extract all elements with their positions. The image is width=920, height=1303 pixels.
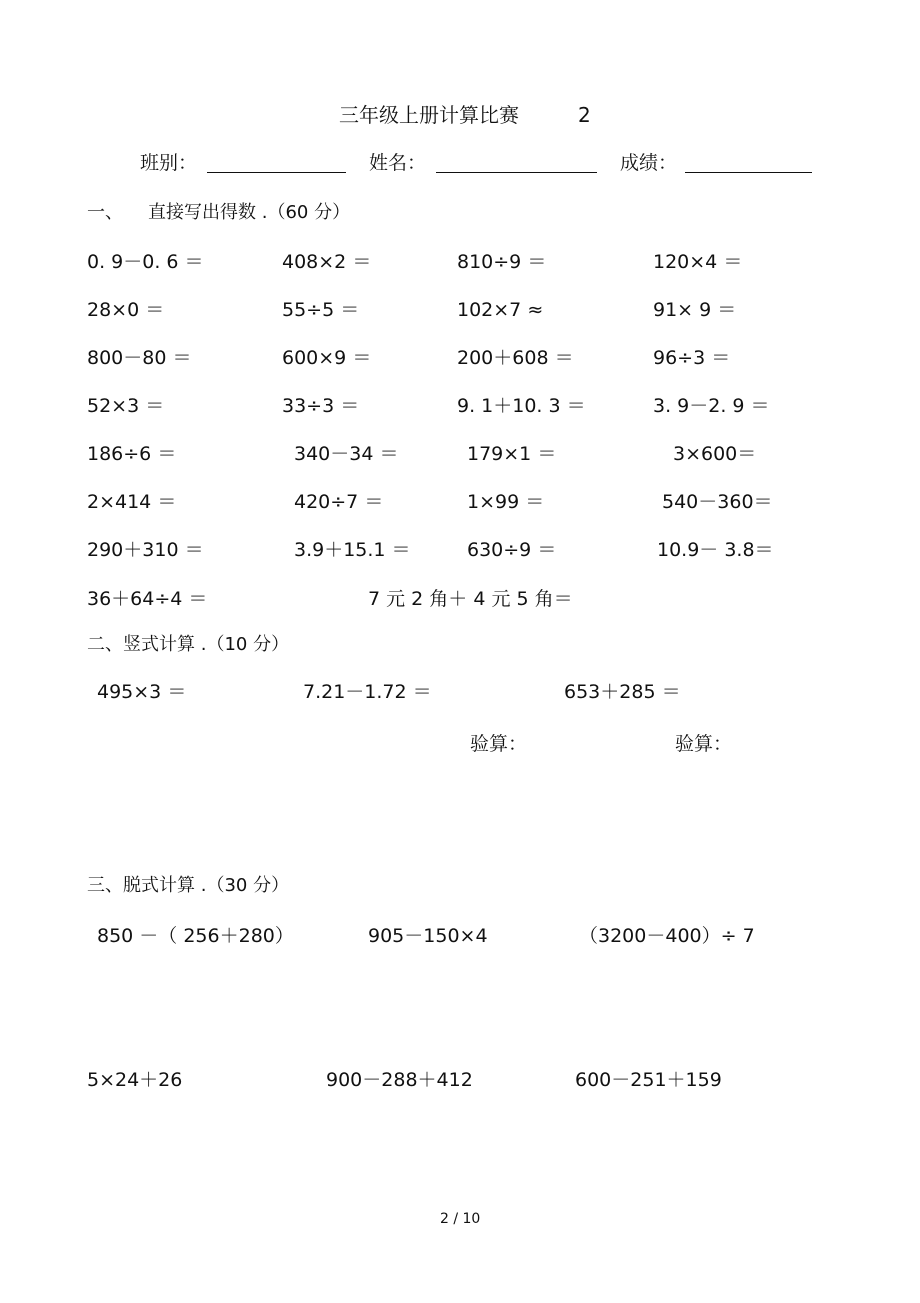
check-label: 验算： xyxy=(675,733,733,755)
problem: 420÷7 ＝ xyxy=(294,491,384,513)
problem: 55÷5 ＝ xyxy=(282,299,360,321)
section1-number: 一、 xyxy=(87,202,123,223)
problem: 91× 9 ＝ xyxy=(653,299,737,321)
name-label: 姓名： xyxy=(369,152,427,174)
problem: 10.9－ 3.8＝ xyxy=(657,539,774,561)
vertical-problem: 7.21－1.72 ＝ xyxy=(303,681,432,703)
vertical-problem: 653＋285 ＝ xyxy=(564,681,681,703)
problem: 186÷6 ＝ xyxy=(87,443,177,465)
stepwise-problem: 900－288＋412 xyxy=(326,1069,473,1091)
problem: 810÷9 ＝ xyxy=(457,251,547,273)
score-label: 成绩： xyxy=(620,152,678,174)
problem: 9. 1＋10. 3 ＝ xyxy=(457,395,586,417)
vertical-problem: 495×3 ＝ xyxy=(97,681,187,703)
problem: 2×414 ＝ xyxy=(87,491,177,513)
class-label: 班别： xyxy=(140,152,198,174)
section2-heading: 二、竖式计算 .（10 分） xyxy=(87,634,290,655)
problem: 102×7 ≈ xyxy=(457,299,544,321)
section1-heading: 直接写出得数 .（60 分） xyxy=(148,202,351,223)
problem: 96÷3 ＝ xyxy=(653,347,731,369)
stepwise-problem: 905－150×4 xyxy=(368,925,488,947)
problem: 340－34 ＝ xyxy=(294,443,399,465)
class-blank-line xyxy=(207,172,346,173)
problem: 200＋608 ＝ xyxy=(457,347,574,369)
problem: 33÷3 ＝ xyxy=(282,395,360,417)
title-number: 2 xyxy=(578,103,591,127)
problem: 120×4 ＝ xyxy=(653,251,743,273)
page-number: 2 / 10 xyxy=(440,1211,481,1227)
stepwise-problem: 850 －（ 256＋280） xyxy=(97,925,294,947)
problem: 7 元 2 角＋ 4 元 5 角＝ xyxy=(368,588,573,610)
problem: 3.9＋15.1 ＝ xyxy=(294,539,411,561)
problem: 0. 9－0. 6 ＝ xyxy=(87,251,204,273)
problem: 1×99 ＝ xyxy=(467,491,545,513)
problem: 3. 9－2. 9 ＝ xyxy=(653,395,770,417)
problem: 3×600＝ xyxy=(673,443,757,465)
problem: 800－80 ＝ xyxy=(87,347,192,369)
problem: 290＋310 ＝ xyxy=(87,539,204,561)
stepwise-problem: （3200－400）÷ 7 xyxy=(579,925,755,947)
problem: 600×9 ＝ xyxy=(282,347,372,369)
problem: 52×3 ＝ xyxy=(87,395,165,417)
score-blank-line xyxy=(685,172,812,173)
problem: 36＋64÷4 ＝ xyxy=(87,588,208,610)
problem: 540－360＝ xyxy=(662,491,773,513)
name-blank-line xyxy=(436,172,597,173)
stepwise-problem: 600－251＋159 xyxy=(575,1069,722,1091)
section3-heading: 三、脱式计算 .（30 分） xyxy=(87,875,290,896)
problem: 408×2 ＝ xyxy=(282,251,372,273)
page-title: 三年级上册计算比赛 xyxy=(339,103,519,127)
problem: 630÷9 ＝ xyxy=(467,539,557,561)
problem: 179×1 ＝ xyxy=(467,443,557,465)
check-label: 验算： xyxy=(470,733,528,755)
problem: 28×0 ＝ xyxy=(87,299,165,321)
stepwise-problem: 5×24＋26 xyxy=(87,1069,183,1091)
